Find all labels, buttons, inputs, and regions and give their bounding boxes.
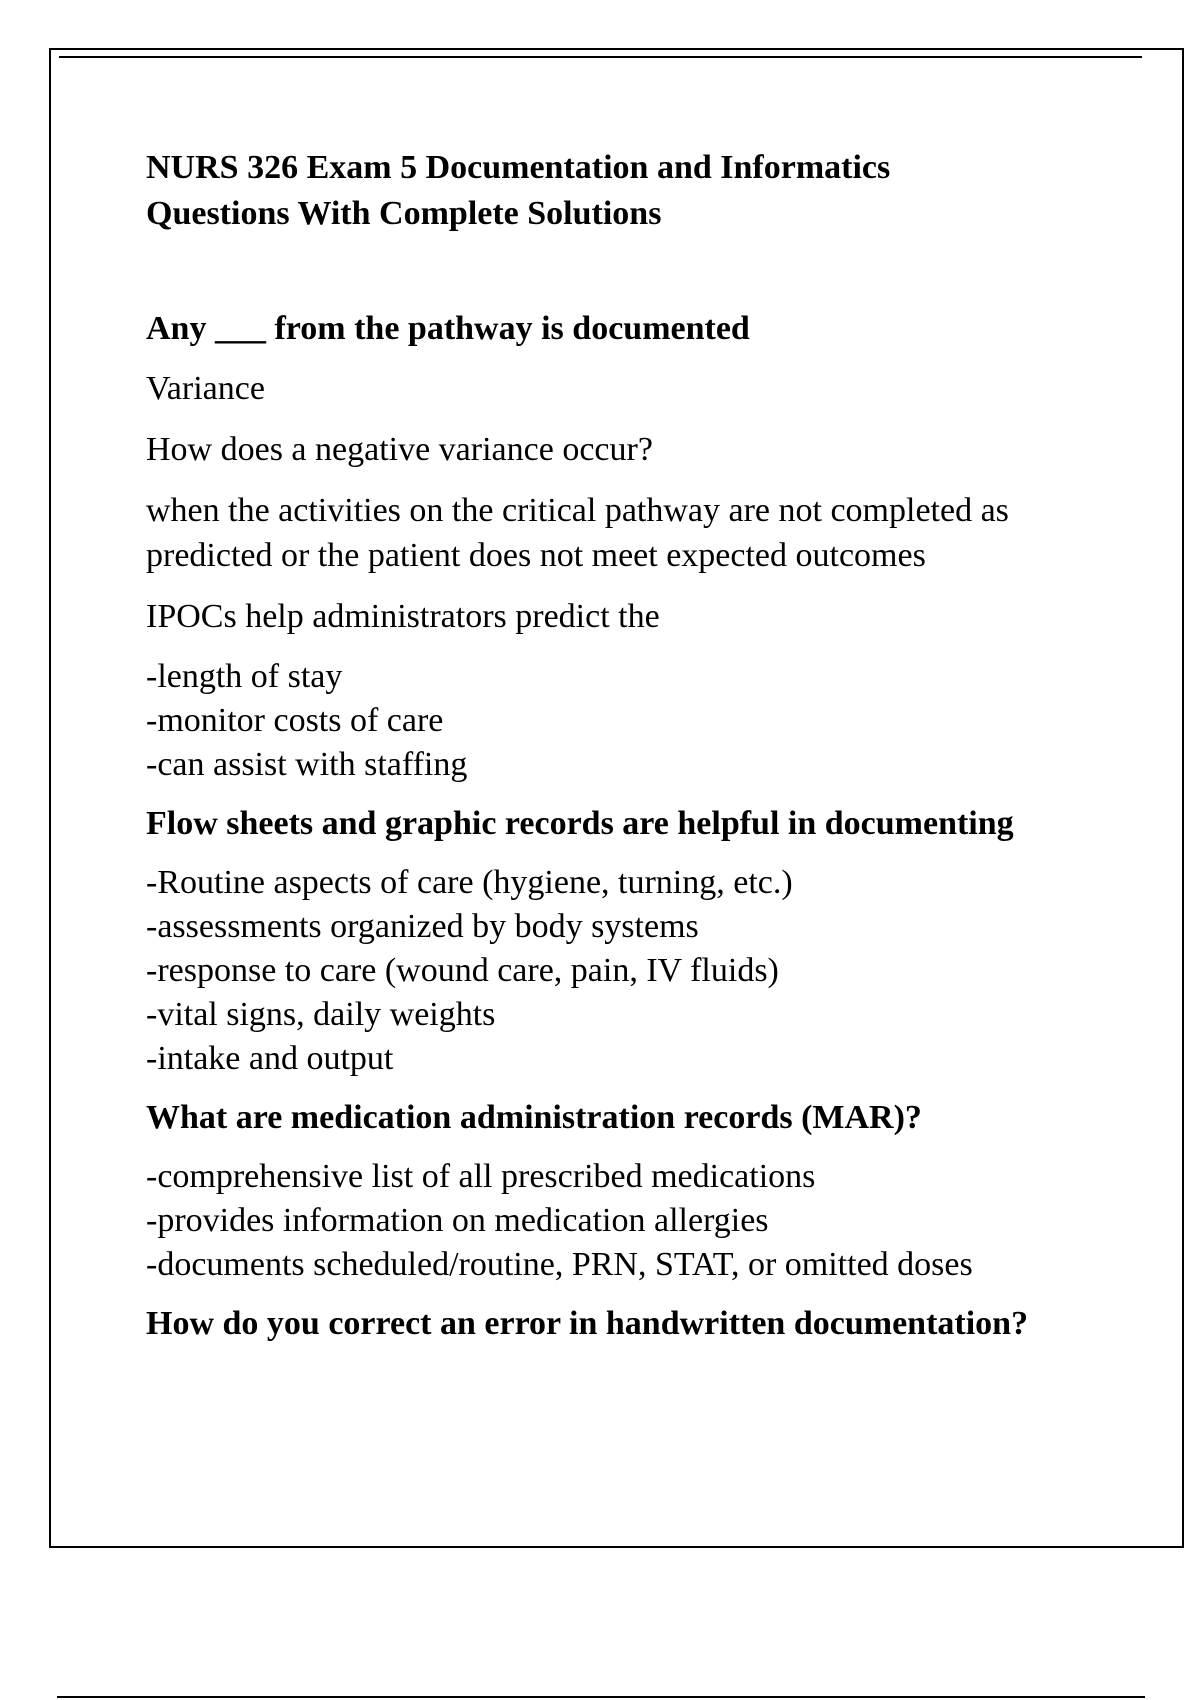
list-item: -comprehensive list of all prescribed medications	[146, 1158, 816, 1195]
list-item: -assessments organized by body systems	[146, 908, 699, 945]
list-item: -Routine aspects of care (hygiene, turning, etc.)	[146, 864, 793, 901]
question-text: How do you correct an error in handwritten documentation?	[146, 1305, 1029, 1342]
list-item: -intake and output	[146, 1040, 394, 1077]
answer-text: Variance	[146, 370, 265, 407]
bottom-rule	[57, 1696, 1145, 1698]
question-text: What are medication administration records (MAR)?	[146, 1099, 922, 1136]
list-item: -vital signs, daily weights	[146, 996, 496, 1033]
answer-list	[146, 861, 1106, 1081]
question-text: Any ___ from the pathway is documented	[146, 310, 750, 347]
document-title	[146, 145, 1106, 237]
top-rule	[59, 56, 1142, 58]
answer-list	[146, 655, 1106, 787]
list-item: -length of stay	[146, 658, 343, 695]
title-line: NURS 326 Exam 5 Documentation and Informatics	[146, 149, 891, 186]
answer-text: when the activities on the critical pathway are not completed as predicted or the patient does not meet expected outcomes	[146, 492, 1009, 574]
list-item: -can assist with staffing	[146, 746, 468, 783]
title-line: Questions With Complete Solutions	[146, 195, 662, 232]
list-item: -response to care (wound care, pain, IV fluids)	[146, 952, 779, 989]
question-text: Flow sheets and graphic records are helpful in documenting	[146, 805, 1014, 842]
list-item: -provides information on medication allergies	[146, 1202, 769, 1239]
list-item: -monitor costs of care	[146, 702, 444, 739]
question-text: How does a negative variance occur?	[146, 431, 653, 468]
question-text: IPOCs help administrators predict the	[146, 598, 660, 635]
answer-list	[146, 1155, 1106, 1287]
list-item: -documents scheduled/routine, PRN, STAT, or omitted doses	[146, 1246, 973, 1283]
document-content	[146, 145, 1106, 1361]
